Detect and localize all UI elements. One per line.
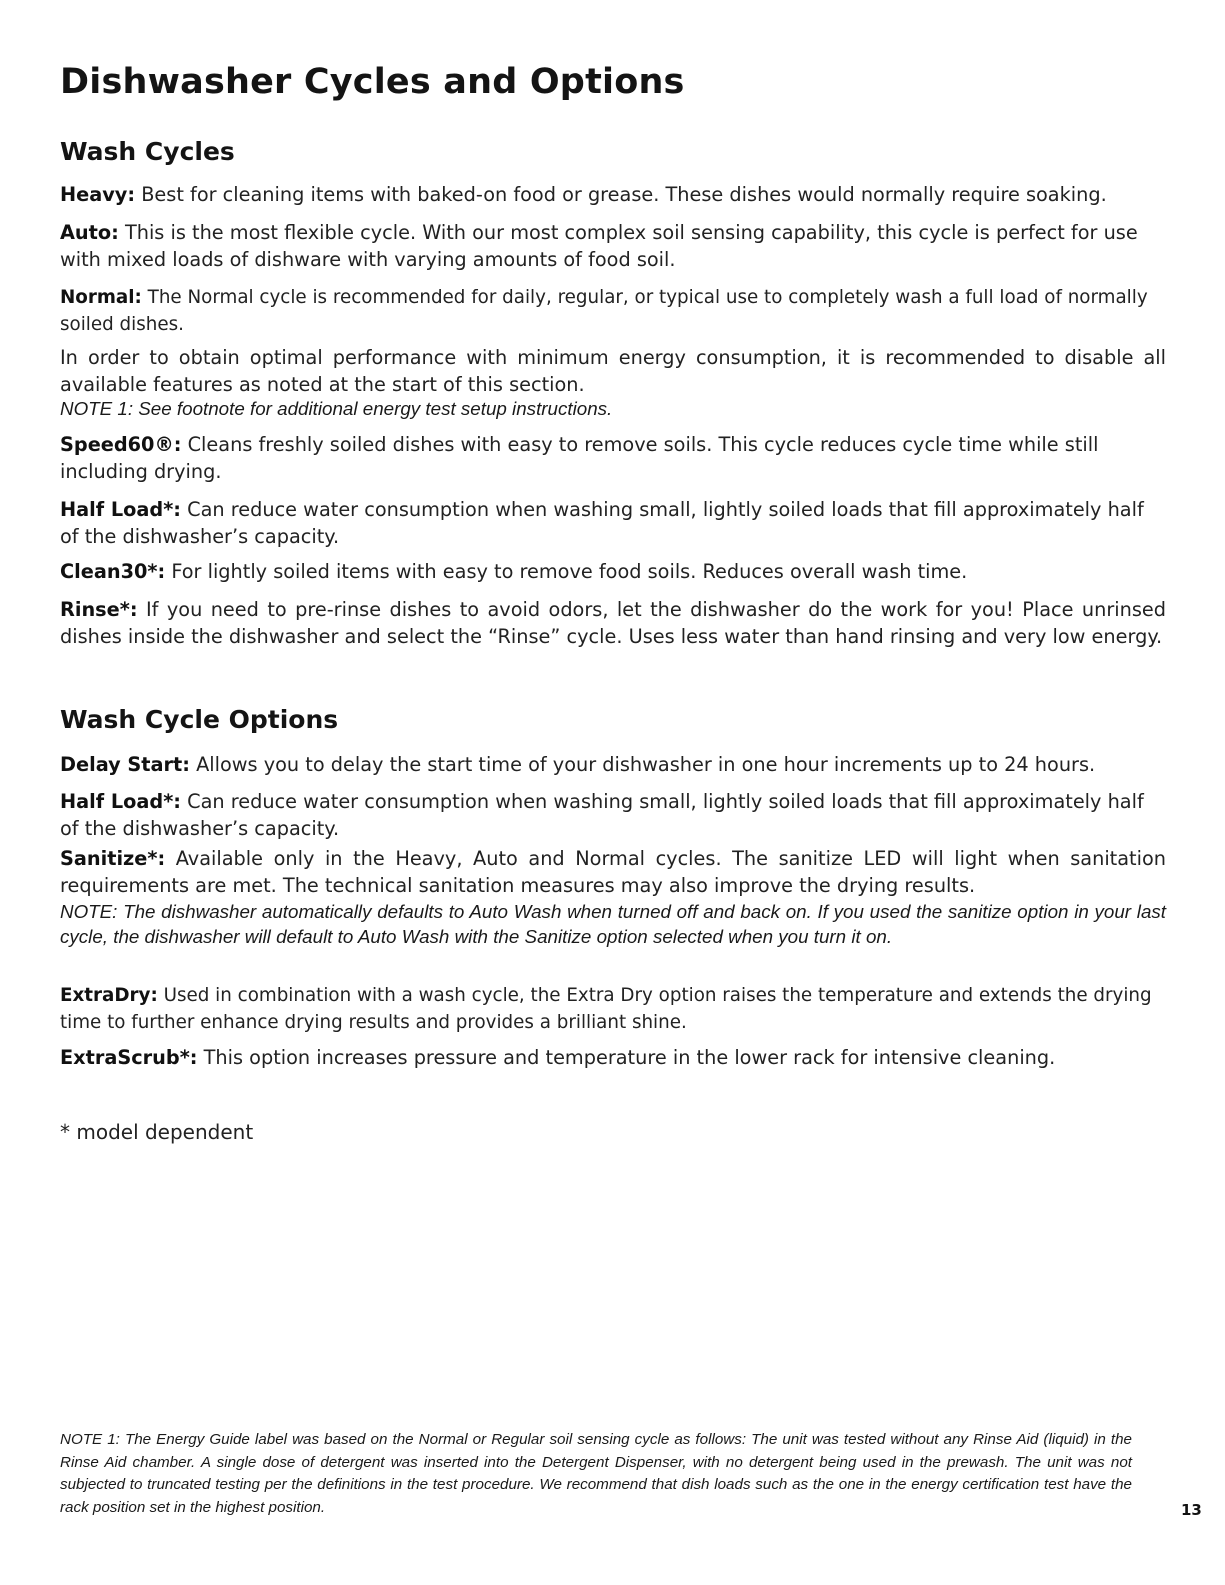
speed60-text: Cleans freshly soiled dishes with easy to remove soils. This cycle reduces cycle time while still including drying. (60, 433, 1099, 483)
heavy-text: Best for cleaning items with baked-on food or grease. These dishes would normally require soaking. (135, 183, 1107, 206)
energy-paragraph: In order to obtain optimal performance with minimum energy consumption, it is recommended to disable all available features as noted at the start of this section. (60, 346, 1166, 396)
sanitize-option-description (60, 845, 1166, 899)
heavy-term: Heavy: (60, 183, 136, 206)
sanitize-text: Available only in the Heavy, Auto and Normal cycles. The sanitize LED will light when sanitation requirements are met. The technical sanitation measures may also improve the drying results. (60, 847, 1166, 897)
auto-text: This is the most flexible cycle. With our most complex soil sensing capability, this cycle is perfect for use with mixed loads of dishware with varying amounts of food soil. (60, 221, 1138, 271)
delay-start-description (60, 751, 1166, 778)
auto-cycle-description (60, 219, 1166, 273)
auto-wash-default-note: NOTE: The dishwasher automatically defaults to Auto Wash when turned off and back on. If you used the sanitize option in your last cycle, the dishwasher will default to Auto Wash with the Sanitize option selected when you turn it on. (60, 901, 1166, 947)
delay-start-term: Delay Start: (60, 753, 190, 776)
page-number: 13 (1181, 1501, 1202, 1519)
half-load-cycle-description (60, 496, 1166, 550)
clean30-text: For lightly soiled items with easy to remove food soils. Reduces overall wash time. (165, 560, 968, 583)
model-dependent-note: * model dependent (60, 1120, 254, 1144)
wash-cycle-options-heading: Wash Cycle Options (60, 705, 339, 734)
half-load-text: Can reduce water consumption when washing small, lightly soiled loads that fill approximately half of the dishwasher’s capacity. (60, 498, 1144, 548)
speed60-cycle-description (60, 431, 1166, 485)
note-1-reference: NOTE 1: See footnote for additional energy test setup instructions. (60, 398, 613, 419)
speed60-term: Speed60®: (60, 433, 182, 456)
half-load-term: Half Load*: (60, 498, 181, 521)
clean30-term: Clean30*: (60, 560, 166, 583)
delay-start-text: Allows you to delay the start time of your dishwasher in one hour increments up to 24 hours. (189, 753, 1096, 776)
clean30-cycle-description (60, 558, 1166, 585)
auto-term: Auto: (60, 221, 119, 244)
half-load-option-text: Can reduce water consumption when washing small, lightly soiled loads that fill approximately half of the dishwasher’s capacity. (60, 790, 1144, 840)
sanitize-term: Sanitize*: (60, 847, 166, 870)
rinse-term: Rinse*: (60, 598, 138, 621)
half-load-option-description (60, 788, 1166, 842)
extrascrub-text: This option increases pressure and temperature in the lower rack for intensive cleaning. (197, 1046, 1056, 1069)
heavy-cycle-description (60, 181, 1166, 208)
extradry-option-description (60, 982, 1166, 1036)
wash-cycles-heading: Wash Cycles (60, 137, 235, 166)
extrascrub-term: ExtraScrub*: (60, 1046, 198, 1069)
normal-text: The Normal cycle is recommended for daily, regular, or typical use to completely wash a full load of normally soiled dishes. (60, 287, 1148, 335)
normal-term: Normal: (60, 287, 142, 308)
rinse-text: If you need to pre-rinse dishes to avoid odors, let the dishwasher do the work for you! Place unrinsed dishes inside the dishwasher and select the “Rinse” cycle. Uses less water than hand rinsing and very low energy. (60, 598, 1166, 648)
extradry-term: ExtraDry: (60, 985, 158, 1006)
normal-cycle-description (60, 284, 1166, 338)
rinse-cycle-description (60, 596, 1166, 650)
extradry-text: Used in combination with a wash cycle, the Extra Dry option raises the temperature and extends the drying time to further enhance drying results and provides a brilliant shine. (60, 985, 1152, 1033)
extrascrub-option-description (60, 1044, 1166, 1071)
page-title: Dishwasher Cycles and Options (60, 62, 685, 102)
energy-test-footnote: NOTE 1: The Energy Guide label was based on the Normal or Regular soil sensing cycle as follows: The unit was tested without any Rinse Aid (liquid) in the Rinse Aid chamber. A single dose of detergent was inserted into the Detergent Dispenser, with no detergent being used in the prewash. The unit was not subjected to truncated testing per the definitions in the test procedure. We recommend that dish loads such as the one in the energy certification test have the rack position set in the highest position. (60, 1431, 1132, 1516)
half-load-option-term: Half Load*: (60, 790, 181, 813)
